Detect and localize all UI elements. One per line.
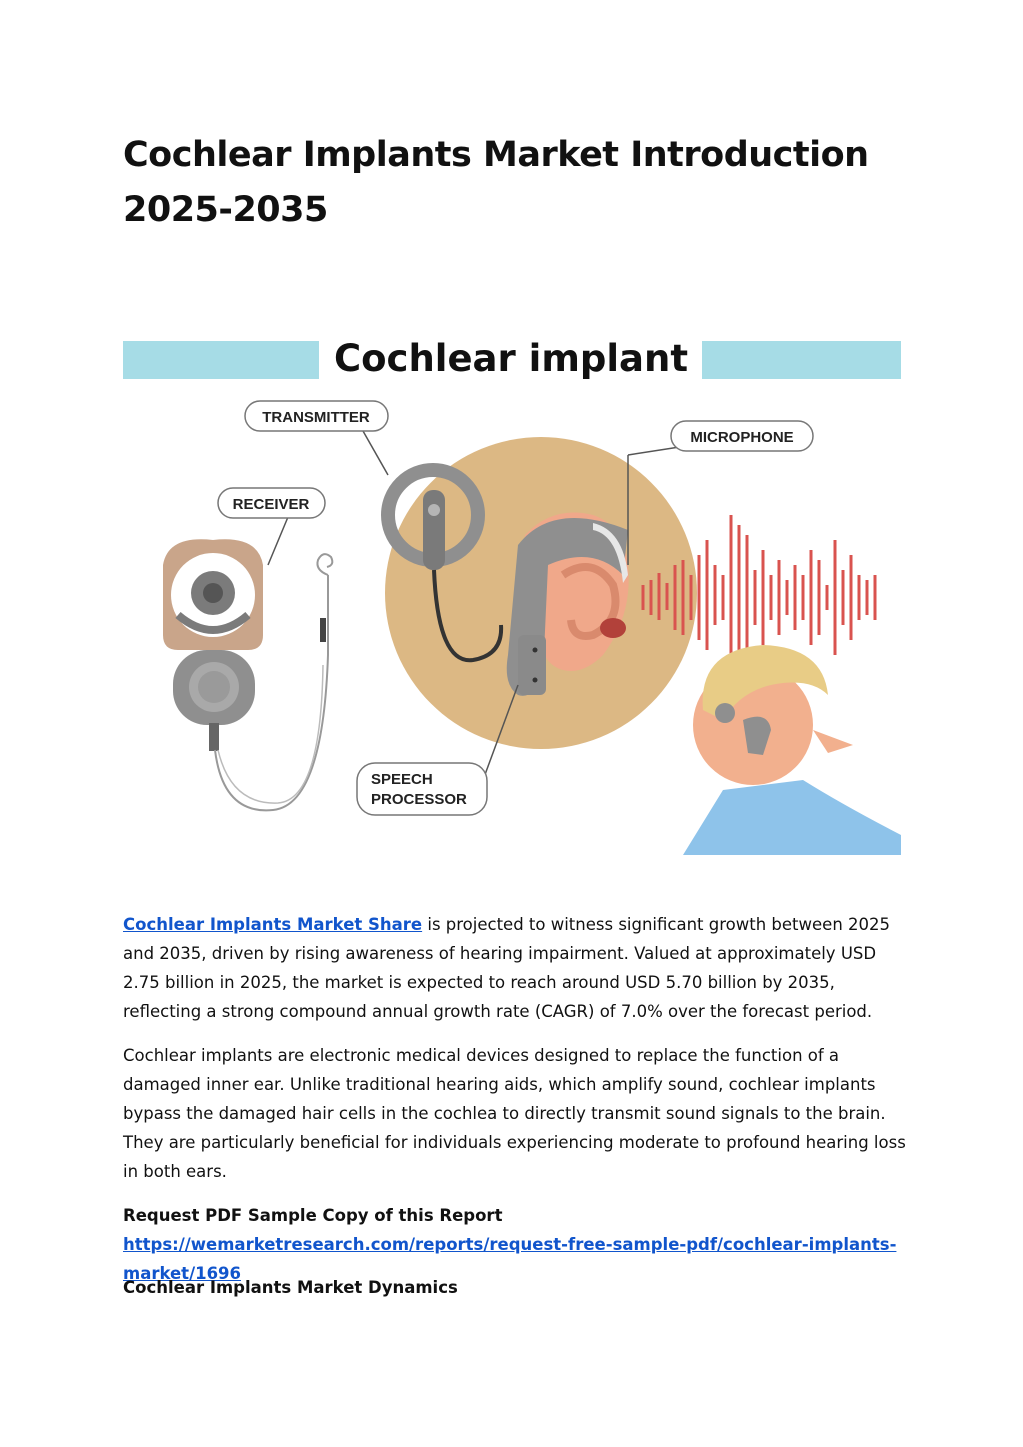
svg-text:RECEIVER: RECEIVER [232, 496, 310, 513]
request-sample-label: Request PDF Sample Copy of this Report [123, 1206, 503, 1225]
person-shirt [683, 780, 901, 855]
transmitter-magnet [423, 490, 445, 570]
banner-left-bar [123, 341, 319, 379]
request-sample-link[interactable]: https://wemarketresearch.com/reports/request-free-sample-pdf/cochlear-implants-market/1696 [123, 1235, 897, 1283]
ear-canal [600, 618, 626, 638]
label-microphone [671, 421, 813, 451]
figure-banner-title: Cochlear implant [333, 337, 689, 380]
section-heading: Cochlear Implants Market Dynamics [123, 1278, 458, 1297]
cochlear-implant-illustration [123, 335, 901, 855]
banner-right-bar [702, 341, 901, 379]
paragraph-market-share-text: is projected to witness significant growth between 2025 and 2035, driven by rising awareness of hearing impairment. Valued at approximately USD 2.75 billion in 2025, the market is expected to reach around USD 5.70 billion by 2035, reflecting a strong compound annual growth rate (CAGR) of 7.0% over the forecast period. [123, 915, 891, 1021]
svg-text:PROCESSOR: PROCESSOR [371, 791, 467, 808]
person-transmitter-icon [715, 703, 735, 723]
label-transmitter [245, 401, 388, 431]
paragraph-market-share [123, 910, 913, 1026]
paragraph-definition: Cochlear implants are electronic medical devices designed to replace the function of a damaged inner ear. Unlike traditional hearing aids, which amplify sound, cochlear implants bypass the damaged hair cells in the cochlea to directly transmit sound signals to the brain. They are particularly beneficial for individuals experiencing moderate to profound hearing loss in both ears. [123, 1046, 906, 1181]
svg-text:SPEECH: SPEECH [371, 771, 433, 788]
label-receiver [218, 488, 325, 518]
svg-text:TRANSMITTER: TRANSMITTER [262, 409, 370, 426]
svg-text:MICROPHONE: MICROPHONE [690, 429, 794, 446]
market-share-link[interactable]: Cochlear Implants Market Share [123, 915, 423, 934]
label-speech-processor [357, 763, 487, 815]
page-title: Cochlear Implants Market Introduction 2025-2035 [123, 135, 869, 230]
